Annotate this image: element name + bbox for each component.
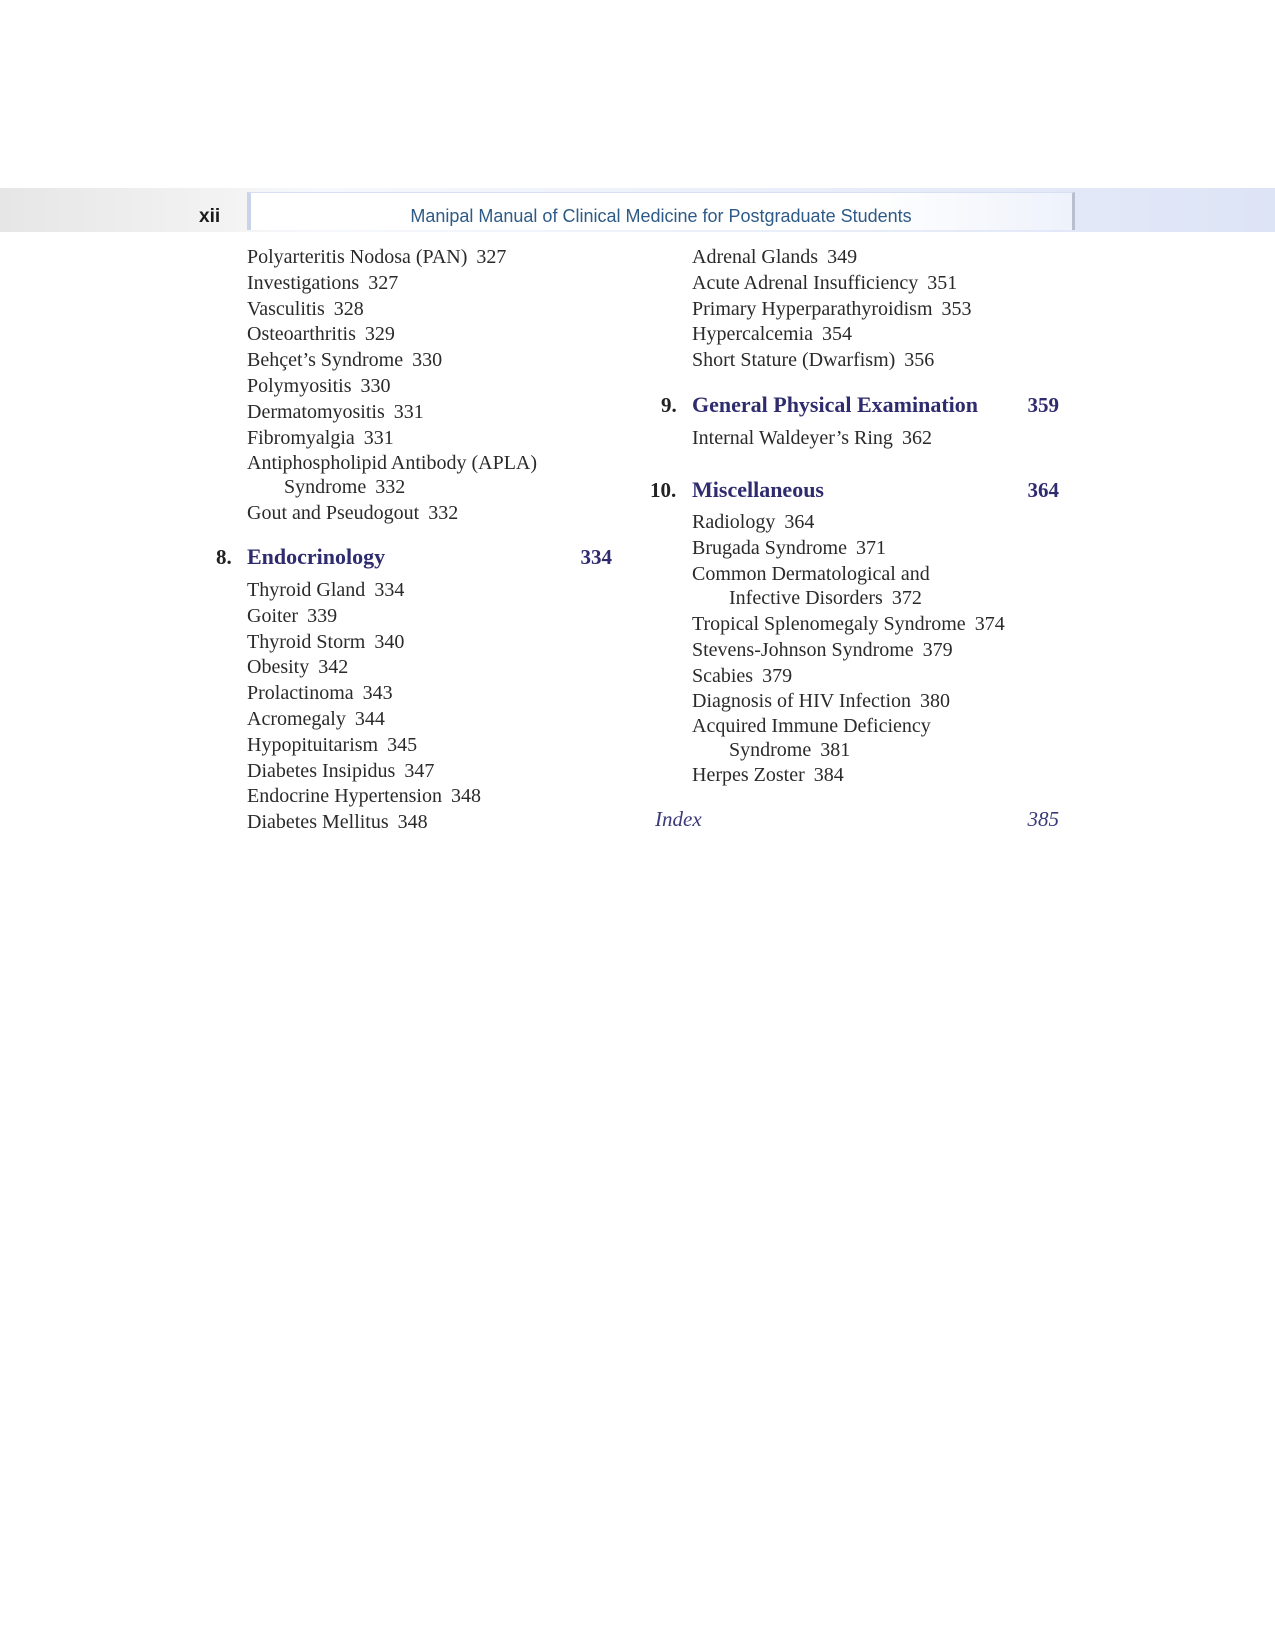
toc-entry-title: Prolactinoma	[247, 682, 354, 705]
toc-entry-page: 330	[412, 349, 443, 372]
toc-entry-title: Acromegaly	[247, 708, 346, 730]
toc-entry: Brugada Syndrome 371	[692, 537, 886, 559]
toc-entry-title: Diabetes Mellitus	[247, 811, 389, 834]
toc-entry-page: 334	[374, 579, 405, 601]
toc-entry-page: 340	[374, 630, 405, 653]
toc-entry-title: Investigations	[247, 271, 360, 294]
toc-entry-page: 344	[354, 708, 385, 730]
toc-entry-title: Endocrine Hypertension	[247, 785, 442, 808]
toc-entry-title: Hypopituitarism	[247, 733, 379, 756]
chapter-10-number: 10.	[650, 478, 677, 502]
toc-entry	[247, 578, 404, 602]
toc-entry	[247, 297, 364, 321]
toc-entry	[692, 297, 972, 321]
chapter-10-title: Miscellaneous	[692, 477, 824, 502]
toc-entry: Antiphospholipid Antibody (APLA)	[247, 452, 538, 474]
toc-entry: Syndrome 381	[729, 739, 851, 761]
toc-entry-page: 379	[922, 638, 953, 661]
chapter-8-title: Endocrinology	[247, 544, 386, 569]
toc-entry-title: Diagnosis of HIV Infection	[692, 690, 912, 713]
chapter-9-title: General Physical Examination	[692, 392, 978, 417]
toc-entry	[247, 655, 348, 679]
page-folio: xii	[199, 206, 221, 227]
toc-entry	[247, 245, 506, 269]
index-label: Index	[655, 807, 702, 831]
toc-entry	[692, 638, 953, 662]
toc-entry-title: Short Stature (Dwarfism)	[692, 349, 896, 372]
toc-entry	[247, 733, 417, 757]
toc-entry	[692, 322, 852, 346]
toc-entry-title: Fibromyalgia	[247, 426, 355, 449]
toc-entry-title: Goiter	[247, 604, 299, 627]
toc-entry: Internal Waldeyer’s Ring 362	[692, 427, 932, 449]
toc-entry-page: 374	[974, 613, 1005, 635]
toc-entry-page: 351	[927, 271, 958, 294]
toc-entry-page: 329	[364, 323, 395, 346]
toc-entry	[247, 374, 390, 398]
toc-entry-title: Acute Adrenal Insufficiency	[692, 271, 919, 294]
toc-entry: Herpes Zoster 384	[692, 764, 844, 786]
toc-entry-page: 380	[920, 690, 951, 713]
toc-entry-page: 348	[397, 811, 428, 834]
chapter-10-page: 364	[1027, 478, 1059, 502]
toc-entry-title: Osteoarthritis	[247, 323, 356, 346]
running-head: Manipal Manual of Clinical Medicine for Postgraduate Students	[410, 206, 912, 226]
toc-entry-title: Vasculitis	[247, 297, 325, 320]
toc-entry-page: 342	[318, 656, 349, 679]
toc-entry: Radiology 364	[692, 511, 815, 533]
toc-entry-title: Thyroid Gland	[247, 579, 366, 601]
chapter-9-page: 359	[1027, 393, 1059, 417]
toc-entry	[247, 784, 481, 808]
chapter-8-page: 334	[580, 545, 612, 569]
toc-entry	[247, 426, 394, 450]
index-page: 385	[1027, 807, 1059, 831]
toc-entry-page: 339	[307, 604, 338, 627]
toc-entry	[692, 271, 957, 295]
toc-entry-page: 331	[393, 400, 424, 423]
toc-entry	[247, 810, 428, 834]
toc-entry-page: 354	[822, 323, 853, 346]
toc-entry	[692, 664, 792, 688]
toc-entry	[247, 348, 442, 372]
toc-entry-title: Obesity	[247, 656, 310, 679]
toc-entry-page: 345	[387, 733, 418, 756]
toc-entry: Syndrome 332	[284, 476, 406, 498]
toc-entry	[247, 681, 393, 705]
toc-entry-title: Tropical Splenomegaly Syndrome	[692, 613, 966, 635]
toc-entry-page: 328	[333, 297, 364, 320]
toc-entry	[692, 689, 950, 713]
toc-entry-page: 348	[450, 785, 481, 808]
toc-entry-title: Thyroid Storm	[247, 630, 366, 653]
toc-entry	[692, 245, 857, 269]
toc-entry-page: 379	[762, 664, 793, 687]
toc-entry	[247, 630, 404, 654]
toc-entry	[692, 612, 1005, 636]
toc-entry-page: 356	[904, 349, 935, 372]
toc-entry-title: Adrenal Glands	[692, 246, 819, 268]
toc-entry	[247, 759, 434, 783]
toc-entry-page: 349	[827, 246, 858, 268]
toc-entry: Acquired Immune Deficiency	[692, 715, 931, 737]
toc-entry-title: Diabetes Insipidus	[247, 759, 396, 782]
toc-entry	[247, 604, 337, 628]
toc-entry	[247, 271, 398, 295]
toc-entry-title: Polyarteritis Nodosa (PAN)	[247, 246, 468, 268]
toc-entry-page: 347	[404, 759, 435, 782]
toc-entry: Infective Disorders 372	[729, 587, 922, 609]
chapter-8-number: 8.	[216, 545, 232, 569]
toc-entry: Gout and Pseudogout 332	[247, 502, 459, 524]
toc-entry-page: 331	[363, 426, 394, 449]
toc-entry-title: Primary Hyperparathyroidism	[692, 297, 933, 320]
toc-entry-page: 343	[362, 682, 393, 705]
toc-entry-title: Stevens-Johnson Syndrome	[692, 638, 914, 661]
toc-entry-page: 327	[476, 246, 507, 268]
chapter-9-number: 9.	[661, 393, 677, 417]
toc-entry: Common Dermatological and	[692, 563, 930, 585]
toc-entry-title: Behçet’s Syndrome	[247, 349, 404, 372]
toc-entry-page: 330	[360, 375, 391, 397]
toc-entry-title: Hypercalcemia	[692, 323, 814, 346]
toc-entry-page: 353	[941, 297, 972, 320]
toc-entry-page: 327	[368, 271, 399, 294]
toc-entry	[692, 348, 934, 372]
toc-entry-title: Dermatomyositis	[247, 400, 385, 423]
toc-entry	[247, 322, 395, 346]
toc-entry	[247, 707, 385, 731]
toc-entry	[247, 400, 424, 424]
toc-entry-title: Polymyositis	[247, 375, 352, 397]
toc-entry-title: Scabies	[692, 664, 754, 687]
